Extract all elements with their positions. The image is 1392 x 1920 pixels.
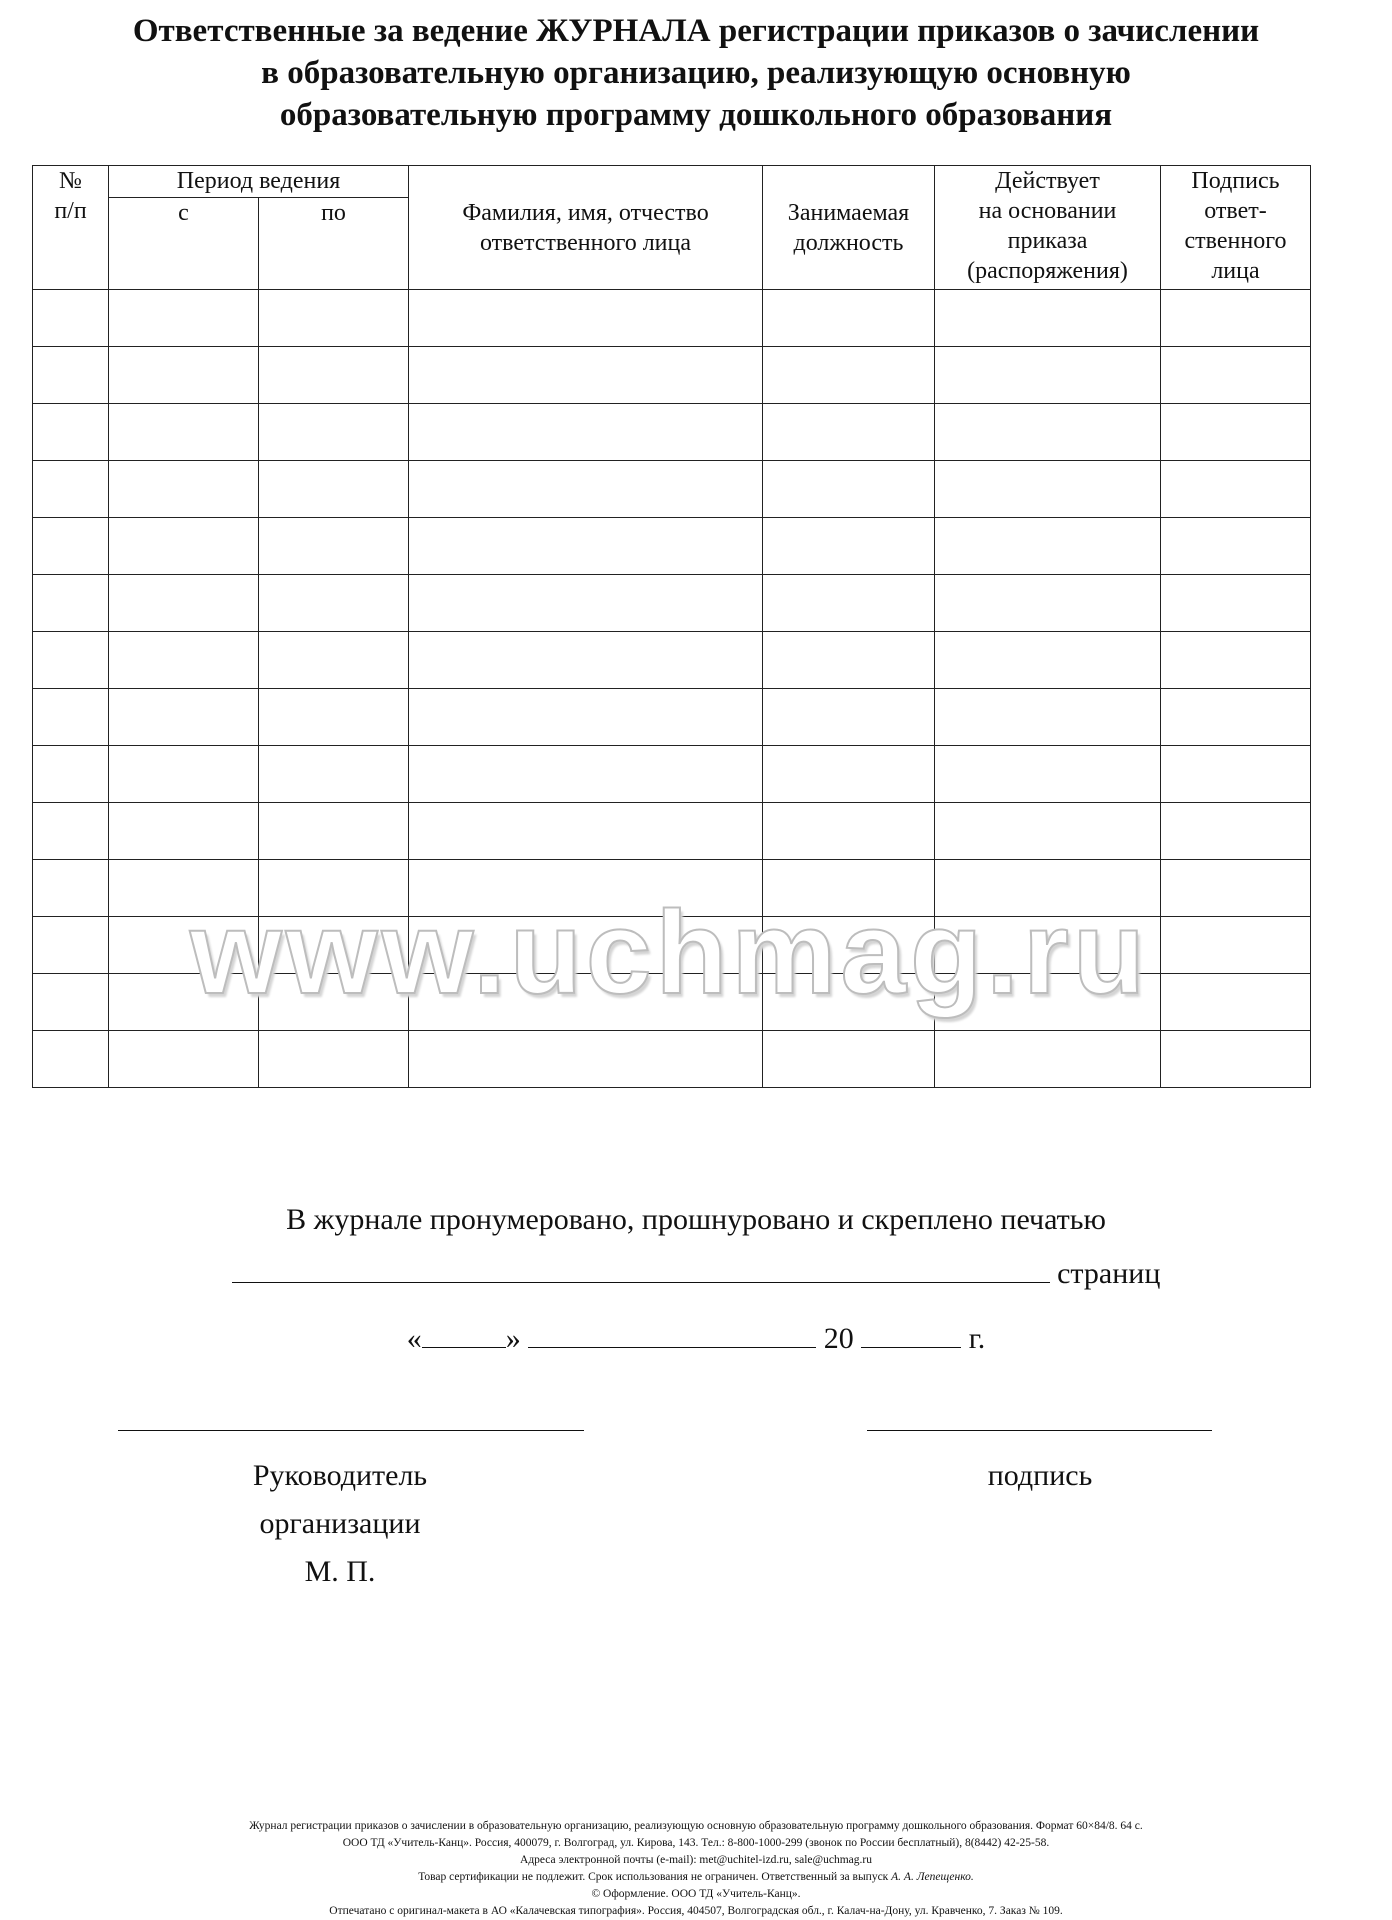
- table-cell[interactable]: [109, 1031, 259, 1088]
- table-cell[interactable]: [109, 404, 259, 461]
- director-caption: [150, 1452, 530, 1596]
- table-cell[interactable]: [409, 803, 763, 860]
- table-cell[interactable]: [409, 689, 763, 746]
- month-blank[interactable]: [528, 1315, 816, 1348]
- table-row: [33, 461, 1311, 518]
- table-cell[interactable]: [409, 290, 763, 347]
- table-row: [33, 1031, 1311, 1088]
- table-cell[interactable]: [1161, 290, 1311, 347]
- certification-date-line: [0, 1315, 1392, 1359]
- table-cell[interactable]: [259, 518, 409, 575]
- title-line-3: образовательную программу дошкольного образования: [279, 97, 1113, 133]
- table-cell[interactable]: [409, 746, 763, 803]
- year-suffix: г.: [968, 1322, 986, 1355]
- footer-line-4: Товар сертификации не подлежит. Срок использования не ограничен. Ответственный за выпуск А. А. Лепещенко.: [418, 1871, 974, 1883]
- table-cell[interactable]: [33, 290, 109, 347]
- stamp-place-label: М. П.: [304, 1555, 376, 1588]
- table-cell[interactable]: [409, 575, 763, 632]
- table-cell[interactable]: [109, 290, 259, 347]
- table-cell[interactable]: [1161, 632, 1311, 689]
- table-cell[interactable]: [1161, 575, 1311, 632]
- table-cell[interactable]: [33, 404, 109, 461]
- table-cell[interactable]: [259, 290, 409, 347]
- director-signature-line[interactable]: [118, 1420, 584, 1431]
- table-row: [33, 290, 1311, 347]
- table-cell[interactable]: [763, 461, 935, 518]
- table-cell[interactable]: [763, 290, 935, 347]
- table-cell[interactable]: [33, 689, 109, 746]
- table-cell[interactable]: [33, 632, 109, 689]
- organization-label: организации: [259, 1507, 421, 1540]
- day-blank[interactable]: [422, 1315, 506, 1348]
- table-cell[interactable]: [409, 404, 763, 461]
- footer-line-5: © Оформление. ООО ТД «Учитель-Канц».: [591, 1888, 801, 1900]
- table-cell[interactable]: [1161, 518, 1311, 575]
- table-cell[interactable]: [409, 518, 763, 575]
- table-row: [33, 803, 1311, 860]
- footer-line-2: ООО ТД «Учитель-Канц». Россия, 400079, г. Волгоград, ул. Кирова, 143. Тел.: 8-800-1000-299 (звонок по России бесплатный), 8(8442) 42-25-58.: [342, 1837, 1050, 1849]
- table-cell[interactable]: [409, 461, 763, 518]
- table-cell[interactable]: [935, 803, 1161, 860]
- table-cell[interactable]: [763, 689, 935, 746]
- quote-close: »: [505, 1322, 521, 1355]
- table-cell[interactable]: [763, 575, 935, 632]
- header-period: Период ведения: [109, 166, 409, 198]
- table-cell[interactable]: [935, 404, 1161, 461]
- table-cell[interactable]: [1161, 689, 1311, 746]
- quote-open: «: [406, 1322, 422, 1355]
- table-cell[interactable]: [763, 518, 935, 575]
- table-cell[interactable]: [763, 404, 935, 461]
- table-cell[interactable]: [935, 290, 1161, 347]
- table-cell[interactable]: [259, 689, 409, 746]
- director-label: Руководитель: [252, 1459, 428, 1492]
- table-row: [33, 689, 1311, 746]
- table-cell[interactable]: [1161, 1031, 1311, 1088]
- table-cell[interactable]: [33, 518, 109, 575]
- year-prefix: 20: [823, 1322, 854, 1355]
- table-cell[interactable]: [763, 746, 935, 803]
- table-cell[interactable]: [935, 575, 1161, 632]
- table-cell[interactable]: [109, 746, 259, 803]
- table-cell[interactable]: [935, 461, 1161, 518]
- table-cell[interactable]: [259, 803, 409, 860]
- table-cell[interactable]: [259, 461, 409, 518]
- table-cell[interactable]: [1161, 404, 1311, 461]
- table-cell[interactable]: [259, 632, 409, 689]
- header-period-to: по: [259, 198, 409, 290]
- header-period-from: с: [109, 198, 259, 290]
- table-cell[interactable]: [33, 803, 109, 860]
- header-number: № п/п: [33, 166, 109, 290]
- table-cell[interactable]: [935, 1031, 1161, 1088]
- watermark: www.uchmag.ru: [190, 887, 1149, 1019]
- table-cell[interactable]: [259, 575, 409, 632]
- table-cell[interactable]: [33, 860, 109, 917]
- table-cell[interactable]: [33, 974, 109, 1031]
- table-cell[interactable]: [33, 461, 109, 518]
- table-cell[interactable]: [259, 746, 409, 803]
- table-row: [33, 404, 1311, 461]
- title-line-2: в образовательную организацию, реализующую основную: [261, 55, 1131, 91]
- certification-statement: В журнале пронумеровано, прошнуровано и скреплено печатью: [286, 1203, 1106, 1236]
- table-row: [33, 575, 1311, 632]
- table-cell[interactable]: [109, 347, 259, 404]
- signature-caption: подпись: [987, 1459, 1093, 1492]
- header-basis: Действует на основании приказа (распоряжения): [935, 166, 1161, 290]
- table-cell[interactable]: [1161, 746, 1311, 803]
- footer-line-6: Отпечатано с оригинал-макета в АО «Калачевская типография». Россия, 404507, Волгоградская обл., г. Калач-на-Дону, ул. Кравченко, 7. Заказ № 109.: [329, 1905, 1063, 1917]
- responsible-name: А. А. Лепещенко.: [891, 1871, 974, 1883]
- table-cell[interactable]: [935, 632, 1161, 689]
- header-position: Занимаемая должность: [763, 166, 935, 290]
- table-cell[interactable]: [109, 518, 259, 575]
- footer-line-3: Адреса электронной почты (e-mail): met@uchitel-izd.ru, sale@uchmag.ru: [520, 1854, 872, 1866]
- page-title: [0, 10, 1392, 136]
- table-cell[interactable]: [1161, 461, 1311, 518]
- table-cell[interactable]: [109, 803, 259, 860]
- year-blank[interactable]: [861, 1315, 961, 1348]
- imprint-footer: [0, 1818, 1392, 1920]
- table-row: [33, 632, 1311, 689]
- table-cell[interactable]: [33, 1031, 109, 1088]
- footer-line-1: Журнал регистрации приказов о зачислении в образовательную организацию, реализующую основную образовательную программу дошкольного образования. Формат 60×84/8. 64 с.: [249, 1820, 1143, 1832]
- table-cell[interactable]: [763, 803, 935, 860]
- table-cell[interactable]: [33, 575, 109, 632]
- table-row: [33, 347, 1311, 404]
- pages-count-blank[interactable]: [232, 1250, 1050, 1283]
- table-cell[interactable]: [935, 746, 1161, 803]
- table-cell[interactable]: [109, 461, 259, 518]
- table-cell[interactable]: [409, 1031, 763, 1088]
- table-cell[interactable]: [259, 347, 409, 404]
- header-full-name: Фамилия, имя, отчество ответственного лица: [409, 166, 763, 290]
- table-cell[interactable]: [763, 632, 935, 689]
- table-row: [33, 746, 1311, 803]
- table-cell[interactable]: [1161, 347, 1311, 404]
- table-cell[interactable]: [763, 1031, 935, 1088]
- table-cell[interactable]: [935, 689, 1161, 746]
- table-cell[interactable]: [409, 632, 763, 689]
- header-signature: Подпись ответ- ственного лица: [1161, 166, 1311, 290]
- table-cell[interactable]: [409, 347, 763, 404]
- table-cell[interactable]: [33, 746, 109, 803]
- table-cell[interactable]: [259, 404, 409, 461]
- table-cell[interactable]: [109, 689, 259, 746]
- table-cell[interactable]: [33, 917, 109, 974]
- table-cell[interactable]: [1161, 803, 1311, 860]
- certification-pages-line: [0, 1250, 1392, 1294]
- table-cell[interactable]: [109, 575, 259, 632]
- signature-line[interactable]: [867, 1420, 1212, 1431]
- table-cell[interactable]: [109, 632, 259, 689]
- table-cell[interactable]: [935, 347, 1161, 404]
- table-row: [33, 518, 1311, 575]
- table-cell[interactable]: [259, 1031, 409, 1088]
- table-cell[interactable]: [763, 347, 935, 404]
- table-cell[interactable]: [33, 347, 109, 404]
- pages-word: страниц: [1057, 1257, 1161, 1290]
- table-cell[interactable]: [935, 518, 1161, 575]
- title-line-1: Ответственные за ведение ЖУРНАЛА регистрации приказов о зачислении: [132, 13, 1260, 49]
